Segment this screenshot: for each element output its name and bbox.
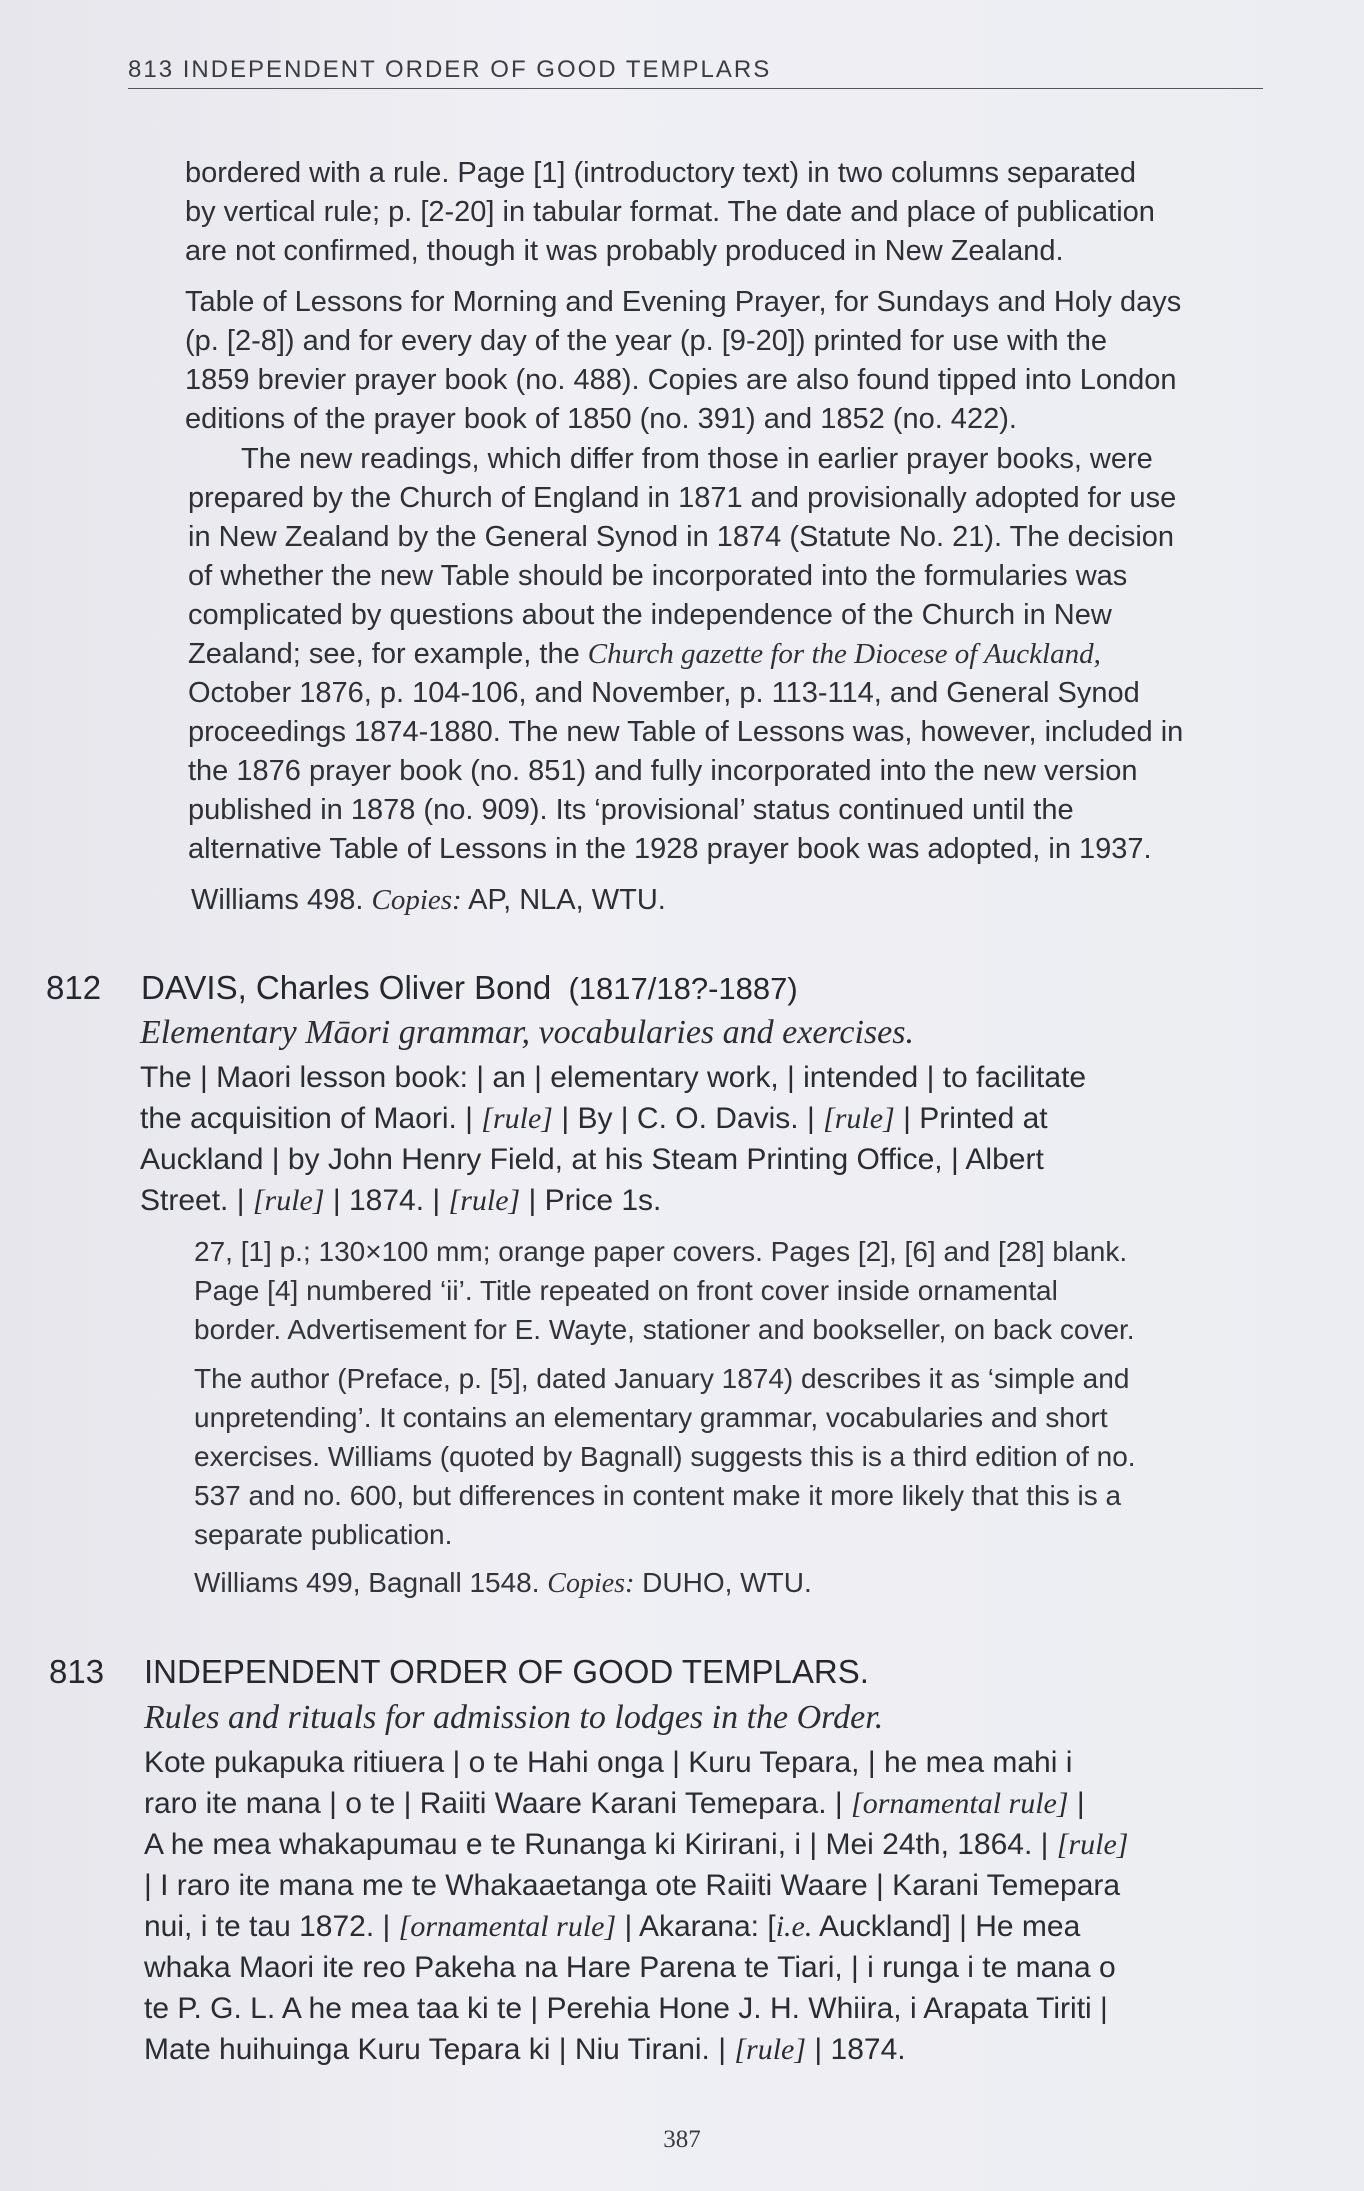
text-line [144,1824,1264,1865]
text-line [144,1783,1264,1824]
text-segment: | Printed at [894,1102,1048,1135]
text-segment: | 1874. [806,2033,906,2066]
text-line [188,635,1268,674]
entry-title-812: Elementary Māori grammar, vocabularies and exercises. [140,1014,914,1051]
text-segment: raro ite mana | o te | Raiiti Waare Karani Temepara. | [144,1787,852,1820]
text-line: (p. [2-8]) and for every day of the year (p. [9-20]) printed for use with the [185,325,1108,357]
text-line: in New Zealand by the General Synod in 1874 (Statute No. 21). The decision [188,521,1175,553]
text-line: whaka Maori ite reo Pakeha na Hare Parena te Tiari, | i runga i te mana o [144,1951,1116,1984]
entry-author [141,969,798,1007]
text-line: bordered with a rule. Page [1] (introductory text) in two columns separated [185,157,1137,189]
text-line: The new readings, which differ from those in earlier prayer books, were [241,443,1153,475]
text-line: | I raro ite mana me te Whakaaetanga ote Raiiti Waare | Karani Temepara [144,1869,1121,1902]
abbreviation: i.e. [775,1910,813,1943]
text-line: Kote pukapuka ritiuera | o te Hahi onga | Kuru Tepara, | he mea mahi i [144,1746,1073,1779]
references-text: Williams 498. [191,884,372,916]
rule-marker: [rule] [252,1184,325,1217]
rule-marker: [rule] [823,1102,895,1135]
rule-marker: [ornamental rule] [398,1910,617,1943]
text-line: The | Maori lesson book: | an | elementary work, | intended | to facilitate [140,1061,1087,1094]
text-line: editions of the prayer book of 1850 (no. 391) and 1852 (no. 422). [185,403,1017,435]
entry-number: 812 [46,969,102,1006]
text-line [140,1098,1250,1139]
text-line: 537 and no. 600, but differences in content make it more likely that this is a [194,1480,1122,1511]
text-line: 1859 brevier prayer book (no. 488). Copies are also found tipped into London [185,364,1177,396]
text-segment: | 1874. | [324,1184,449,1217]
text-segment: A he mea whakapumau e te Runanga ki Kirirani, i | Mei 24th, 1864. | [144,1828,1057,1861]
copies-list: AP, NLA, WTU. [461,884,666,916]
rule-marker: [rule] [734,2033,807,2066]
copies-label: Copies: [371,884,462,916]
text-segment: | By | C. O. Davis. | [552,1102,824,1135]
intro-paragraph-3 [188,440,1268,869]
text-segment: Auckland] | He mea [812,1910,1081,1943]
text-line: of whether the new Table should be incorporated into the formularies was [188,560,1128,592]
text-line: complicated by questions about the independence of the Church in New [188,599,1112,631]
text-line: The author (Preface, p. [5], dated January 1874) describes it as ‘simple and [194,1363,1130,1394]
physical-description-812 [194,1232,1264,1349]
commentary-812 [194,1359,1264,1554]
text-segment: the acquisition of Maori. | [140,1102,482,1135]
text-segment: Mate huihuinga Kuru Tepara ki | Niu Tirani. | [144,2033,735,2066]
entry-heading-812 [46,969,1246,1013]
text-line: prepared by the Church of England in 1871 and provisionally adopted for use [188,482,1177,514]
copies-label: Copies: [547,1568,635,1599]
text-line [144,2029,1264,2070]
text-line [140,1180,1250,1221]
text-line: proceedings 1874-1880. The new Table of Lessons was, however, included in [188,716,1184,748]
intro-references [191,881,1191,920]
entry-author: INDEPENDENT ORDER OF GOOD TEMPLARS. [144,1653,869,1690]
text-segment: Street. | [140,1184,253,1217]
text-line [191,881,1191,920]
dates-text: (1817/18?-1887) [568,971,798,1006]
text-segment: | Price 1s. [520,1184,662,1217]
text-segment: nui, i te tau 1872. | [144,1910,399,1943]
references-text: Williams 499, Bagnall 1548. [194,1567,548,1598]
rule-marker: [ornamental rule] [851,1787,1069,1820]
text-line: Page [4] numbered ‘ii’. Title repeated on front cover inside ornamental [194,1275,1058,1306]
title-transcription-813 [144,1742,1264,2070]
text-line: published in 1878 (no. 909). Its ‘provisional’ status continued until the [188,794,1074,826]
text-line: are not confirmed, though it was probably produced in New Zealand. [185,235,1064,267]
entry-heading-813 [49,1653,1249,1697]
text-line [144,1906,1264,1947]
text-line: Auckland | by John Henry Field, at his Steam Printing Office, | Albert [140,1143,1044,1176]
text-line: border. Advertisement for E. Wayte, stationer and bookseller, on back cover. [194,1314,1135,1345]
rule-marker: [rule] [1056,1828,1129,1861]
intro-paragraph-2 [185,283,1265,439]
text-line: alternative Table of Lessons in the 1928 prayer book was adopted, in 1937. [188,833,1152,865]
text-line: by vertical rule; p. [2-20] in tabular format. The date and place of publication [185,196,1155,228]
text-line: separate publication. [194,1519,453,1550]
text-line [194,1563,1194,1603]
text-line: 27, [1] p.; 130×100 mm; orange paper covers. Pages [2], [6] and [28] blank. [194,1236,1128,1267]
text-line: te P. G. L. A he mea taa ki te | Perehia Hone J. H. Whiira, i Arapata Tiriti | [144,1992,1108,2025]
copies-list: DUHO, WTU. [634,1567,812,1598]
page-number: 387 [663,2126,701,2153]
rule-marker: [rule] [448,1184,521,1217]
text-segment: | Akarana: [ [616,1910,776,1943]
text-line: unpretending’. It contains an elementary grammar, vocabularies and short [194,1402,1108,1433]
text-line: the 1876 prayer book (no. 851) and fully incorporated into the new version [188,755,1138,787]
periodical-title: Church gazette for the Diocese of Auckland, [587,638,1101,670]
text-line: October 1876, p. 104-106, and November, p. 113-114, and General Synod [188,677,1140,709]
text-segment: Zealand; see, for example, the [188,638,588,670]
author-name: DAVIS, Charles Oliver Bond [141,969,552,1006]
entry-number: 813 [49,1653,105,1690]
text-line: Table of Lessons for Morning and Evening Prayer, for Sundays and Holy days [185,286,1182,318]
author-dates [551,971,797,1006]
entry-title-813: Rules and rituals for admission to lodges in the Order. [144,1699,884,1736]
running-header: 813 INDEPENDENT ORDER OF GOOD TEMPLARS [128,56,1263,89]
rule-marker: [rule] [481,1102,553,1135]
references-812 [194,1563,1194,1603]
intro-paragraph-1 [185,154,1265,271]
text-segment: | [1068,1787,1085,1820]
text-line: exercises. Williams (quoted by Bagnall) suggests this is a third edition of no. [194,1441,1136,1472]
title-transcription-812 [140,1057,1250,1221]
